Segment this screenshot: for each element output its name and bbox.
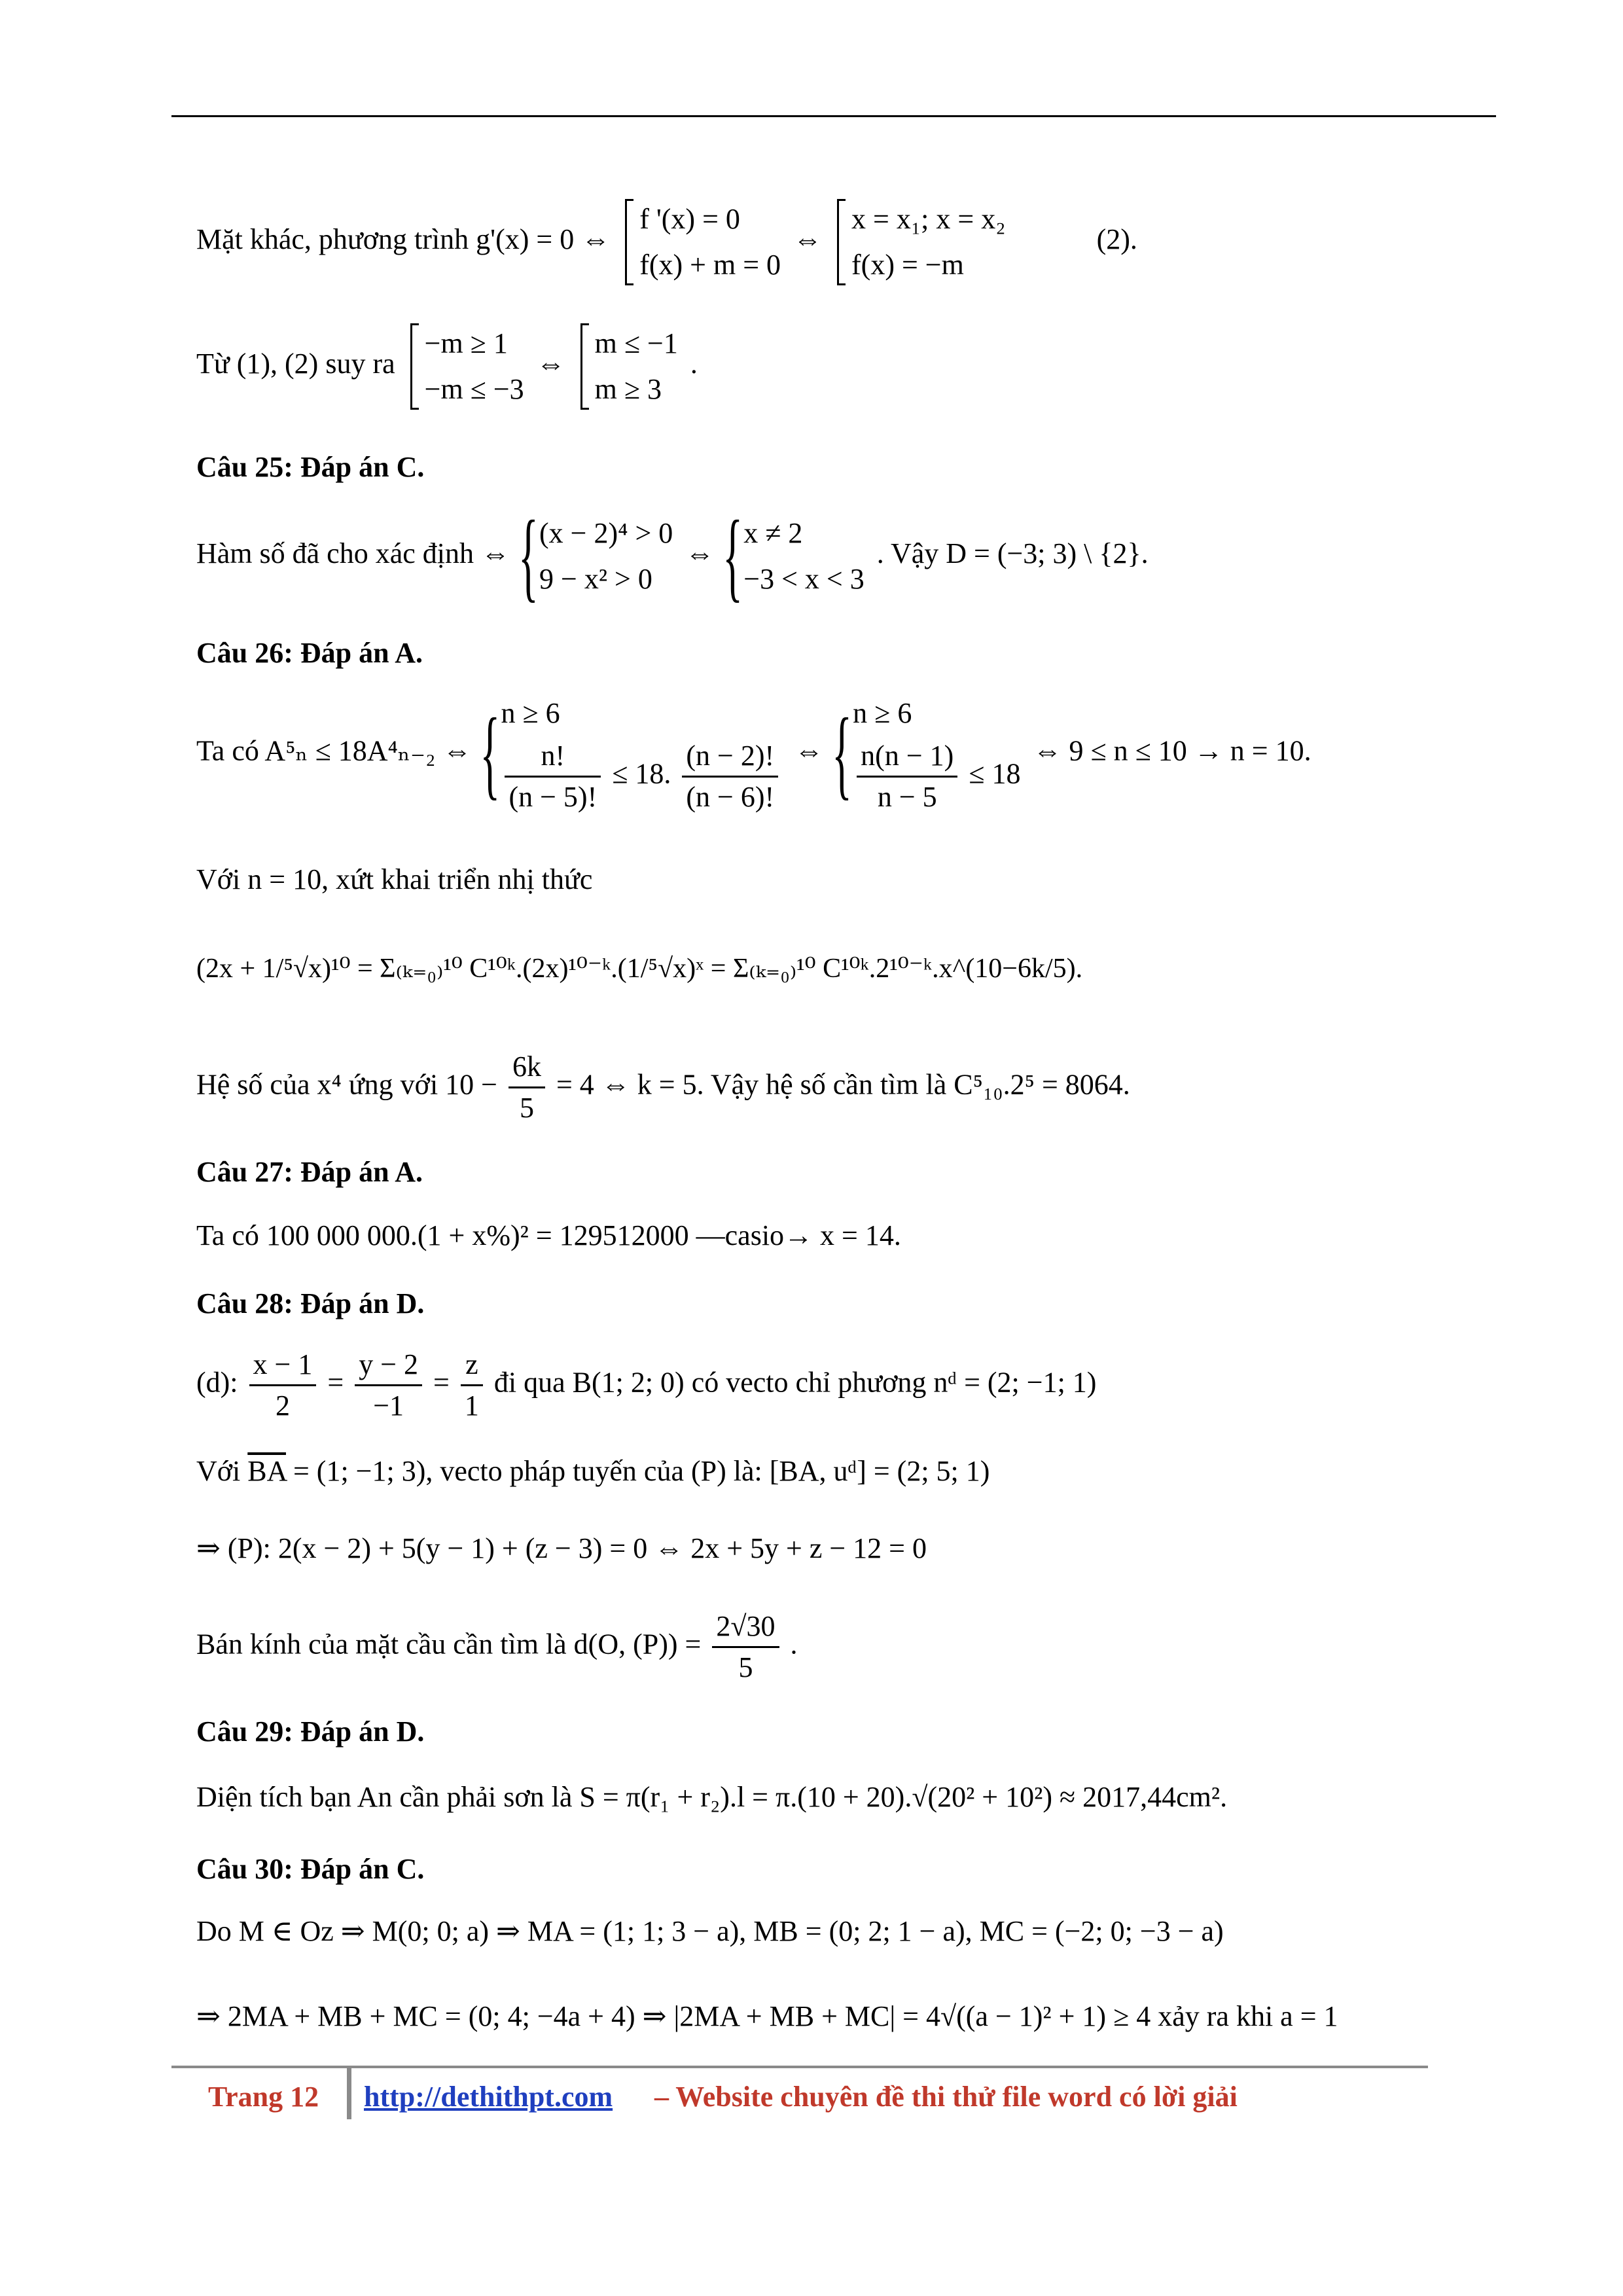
sys-line: { (x − 2)⁴ > 0 — [539, 517, 673, 549]
sys-line: −3 < x < 3 — [743, 563, 865, 595]
brace-system — [836, 691, 1020, 817]
line-binomial: (2x + 1/⁵√x)¹⁰ = Σ₍ₖ₌₀₎¹⁰ C¹⁰ᵏ.(2x)¹⁰⁻ᵏ.(1/⁵√x)ˣ = Σ₍ₖ₌₀₎¹⁰ C¹⁰ᵏ.2¹⁰⁻ᵏ.x^(10−6k/5). — [196, 954, 1083, 984]
line-casio: Ta có 100 000 000.(1 + x%)² = 129512000 —casio→ x = 14. — [196, 1219, 901, 1251]
fraction: $\frac{6k}{5}$ — [508, 1047, 545, 1128]
text: = — [327, 1366, 344, 1399]
fraction: $\frac{z}{1}$ — [461, 1345, 483, 1426]
sys-line: 9 − x² > 0 — [539, 563, 652, 595]
heading-q28: Câu 28: Đáp án D. — [196, 1287, 425, 1319]
text: . — [690, 348, 698, 380]
footer-rule — [171, 2066, 1428, 2068]
heading-q26: Câu 26: Đáp án A. — [196, 637, 423, 669]
text: Ta có A⁵ₙ ≤ 18A⁴ₙ₋₂ ⇔ — [196, 734, 472, 767]
fraction: $\frac{2√30}{5}$ — [712, 1607, 779, 1687]
fraction: $\frac{y - 2}{-1}$ — [355, 1345, 422, 1426]
sys-line: x = x₁; x = x₂ — [851, 203, 1006, 235]
bracket-system — [834, 196, 1006, 288]
sys-line: f(x) + m = 0 — [639, 249, 781, 281]
text: Hệ số của x⁴ ứng với 10 − — [196, 1068, 497, 1101]
text: Hàm số đã cho xác định ⇔ — [196, 537, 510, 570]
heading-q30: Câu 30: Đáp án C. — [196, 1853, 425, 1885]
line-line-d — [196, 1345, 1096, 1426]
line-coefficient — [196, 1047, 1130, 1128]
text: (d): — [196, 1366, 238, 1399]
vector: $\overline{BA}$ — [247, 1455, 286, 1487]
iff: ⇔ — [536, 348, 565, 380]
iff: ⇔ — [793, 223, 823, 256]
text: . — [790, 1628, 798, 1660]
text: Từ (1), (2) suy ra — [196, 348, 395, 380]
sys-line: f '(x) = 0 — [639, 203, 740, 235]
math: g'(x) = 0 ⇔ — [476, 223, 611, 256]
text: = (1; −1; 3), vecto pháp tuyến của (P) là: [BA, uᵈ] = (2; 5; 1) — [293, 1455, 990, 1487]
line-plane-equation: ⇒ (P): 2(x − 2) + 5(y − 1) + (z − 3) = 0 ⇔ 2x + 5y + z − 12 = 0 — [196, 1532, 927, 1564]
text: ≤ 18. — [612, 757, 671, 790]
fraction: $\frac{(n - 2)!}{(n - 6)!}$ — [682, 736, 778, 817]
line-arrangements — [196, 691, 1311, 817]
website-link[interactable]: http://dethithpt.com — [364, 2081, 613, 2113]
sys-line: −m ≤ −3 — [424, 373, 524, 405]
text: ≤ 18 — [969, 757, 1021, 790]
sys-line: f(x) = −m — [851, 249, 964, 281]
text: đi qua B(1; 2; 0) có vecto chỉ phương nᵈ = (2; −1; 1) — [493, 1366, 1097, 1399]
fraction: $\frac{n(n - 1)}{n - 5}$ — [857, 736, 957, 817]
bracket-system — [408, 321, 524, 412]
brace-system — [484, 691, 782, 817]
sys-line: { n ≥ 6 — [501, 697, 560, 729]
sys-line: { x ≠ 2 — [743, 517, 803, 549]
bracket-system — [622, 196, 781, 288]
equation-ref: (2). — [1096, 223, 1137, 256]
text: . Vậy D = (−3; 3) \ {2}. — [876, 537, 1149, 570]
header-rule — [171, 115, 1496, 117]
iff: ⇔ — [794, 734, 824, 767]
line-normal-vector — [196, 1454, 990, 1489]
line-g-prime — [196, 196, 1137, 288]
footer-tagline: – Website chuyên đề thi thử file word có lời giải — [654, 2081, 1238, 2113]
iff: ⇔ — [685, 537, 715, 570]
text: = 4 ⇔ k = 5. Vậy hệ số cần tìm là C⁵₁₀.2⁵ = 8064. — [556, 1068, 1130, 1101]
sys-line: −m ≥ 1 — [424, 327, 508, 359]
heading-q27: Câu 27: Đáp án A. — [196, 1156, 423, 1188]
sys-line: m ≥ 3 — [594, 373, 662, 405]
line-from-1-2 — [196, 321, 698, 412]
sys-line: m ≤ −1 — [594, 327, 678, 359]
line-point-m: Do M ∈ Oz ⇒ M(0; 0; a) ⇒ MA = (1; 1; 3 − a), MB = (0; 2; 1 − a), MC = (−2; 0; −3 − a) — [196, 1915, 1224, 1947]
fraction: $\frac{n!}{(n - 5)!}$ — [505, 736, 601, 817]
text: = — [433, 1366, 450, 1399]
text: ⇔ 9 ≤ n ≤ 10 → n = 10. — [1033, 734, 1311, 767]
line-radius — [196, 1607, 798, 1687]
text: Bán kính của mặt cầu cần tìm là d(O, (P)) = — [196, 1628, 702, 1660]
text: Mặt khác, phương trình — [196, 223, 469, 256]
brace-system — [522, 511, 673, 602]
line-with-n10: Với n = 10, xứt khai triển nhị thức — [196, 863, 593, 895]
heading-q25: Câu 25: Đáp án C. — [196, 451, 425, 483]
line-vector-sum: ⇒ 2MA + MB + MC = (0; 4; −4a + 4) ⇒ |2MA + MB + MC| = 4√((a − 1)² + 1) ≥ 4 xảy ra khi a = 1 — [196, 2000, 1338, 2032]
fraction: $\frac{x - 1}{2}$ — [249, 1345, 317, 1426]
sys-line: { n ≥ 6 — [853, 697, 912, 729]
footer-separator — [347, 2068, 351, 2119]
line-domain — [196, 511, 1149, 602]
page-number: Trang 12 — [208, 2081, 319, 2113]
text: Với — [196, 1455, 241, 1487]
bracket-system — [578, 321, 678, 412]
brace-system — [726, 511, 864, 602]
line-area: Diện tích bạn An cần phải sơn là S = π(r₁ + r₂).l = π.(10 + 20).√(20² + 10²) ≈ 2017,44cm². — [196, 1781, 1228, 1813]
heading-q29: Câu 29: Đáp án D. — [196, 1715, 425, 1748]
